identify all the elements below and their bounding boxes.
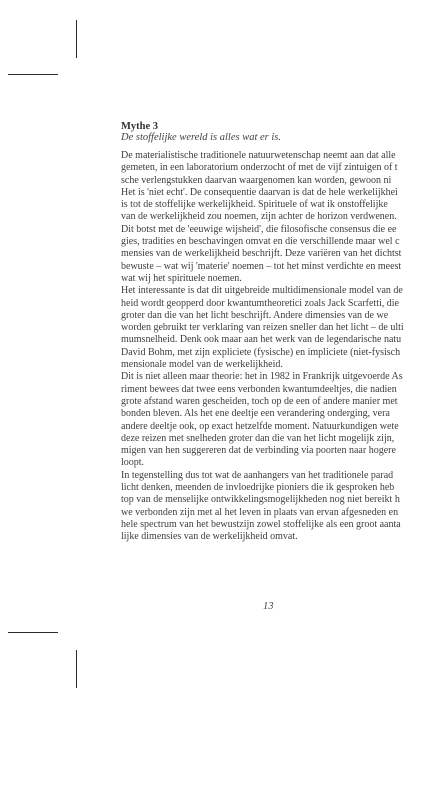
crop-mark-top-vertical <box>76 20 77 58</box>
text-line: Dit botst met de 'eeuwige wijsheid', die filosofische consensus die ee <box>121 223 397 235</box>
text-line: andere deeltje ook, op exact hetzelfde moment. Natuurkundigen wete <box>121 420 399 432</box>
text-line: lijke dimensies van de werkelijkheid omvat. <box>121 531 298 543</box>
text-line: licht denken, meenden de invloedrijke pioniers die ik gesproken heb <box>121 482 395 494</box>
crop-mark-bottom-vertical <box>76 650 77 688</box>
text-line: Het interessante is dat dit uitgebreide multidimensionale model van de <box>121 285 403 297</box>
text-line: grote afstand waren gescheiden, toch op de een of andere manier met <box>121 395 398 407</box>
text-line: is tot de stoffelijke werkelijkheid. Spirituele of wat ik onstoffelijke <box>121 199 388 211</box>
book-page <box>121 121 421 544</box>
text-line: bonden bleven. Als het ene deeltje een verandering onderging, vera <box>121 408 390 420</box>
text-line: hele spectrum van het bewustzijn zowel stoffelijke als een groot aanta <box>121 518 401 530</box>
text-line: Dit is niet alleen maar theorie: het in 1982 in Frankrijk uitgevoerde As <box>121 371 403 383</box>
text-line: we verbonden zijn met al het leven in plaats van ervan afgesneden en <box>121 506 399 518</box>
text-line: top van de menselijke ontwikkelingsmogelijkheden nog niet bereikt h <box>121 494 400 506</box>
text-line: loopt. <box>121 457 145 469</box>
text-line: sche verlengstukken daarvan waargenomen kan worden, gewoon ni <box>121 174 392 186</box>
text-line: gemeten, in een laboratorium onderzocht of met de vijf zintuigen of t <box>121 162 398 174</box>
text-line: heid wordt geopperd door kwantumtheoretici zoals Jack Scarfetti, die <box>121 297 399 309</box>
text-line: mensies van de werkelijkheid beschrijft. Deze variëren van het dichtst <box>121 248 402 260</box>
section-heading: Mythe 3 <box>121 121 159 132</box>
page-number: 13 <box>263 601 274 612</box>
text-line: In tegenstelling dus tot wat de aanhangers van het traditionele parad <box>121 469 394 481</box>
text-line: worden gebruikt ter verklaring van reizen sneller dan het licht – de ulti <box>121 322 404 334</box>
crop-mark-top-horizontal <box>8 74 58 75</box>
text-line: groter dan die van het licht beschrijft. Andere dimensies van de we <box>121 309 389 321</box>
text-line: wat wij het spirituele noemen. <box>121 272 242 284</box>
text-line: bewuste – wat wij 'materie' noemen – tot het minst verdichte en meest <box>121 260 402 272</box>
text-line: mensionale model van de werkelijkheid. <box>121 359 283 371</box>
text-line: mumsnelheid. Denk ook maar aan het werk van de legendarische natu <box>121 334 402 346</box>
text-line: De materialistische traditionele natuurwetenschap neemt aan dat alle <box>121 150 396 161</box>
text-line: riment bewees dat twee eens verbonden kwantumdeeltjes, die nadien <box>121 383 397 395</box>
section-subtitle: De stoffelijke wereld is alles wat er is. <box>121 132 282 143</box>
text-line: van de werkelijkheid zou noemen, zijn achter de horizon verdwenen. <box>121 211 397 223</box>
text-line: deze reizen met snelheden groter dan die van het licht mogelijk zijn, <box>121 432 395 444</box>
crop-mark-bottom-horizontal <box>8 632 58 633</box>
body-text <box>121 150 421 544</box>
text-line: Het is 'niet echt'. De consequentie daarvan is dat de hele werkelijkhei <box>121 186 398 198</box>
text-line: migen van hen suggereren dat de verbinding via poorten naar hogere <box>121 445 396 457</box>
text-line: David Bohm, met zijn expliciete (fysische) en impliciete (niet-fysisch <box>121 346 401 358</box>
text-line: gies, tradities en beschavingen omvat en die verschillende maar wel c <box>121 236 400 248</box>
